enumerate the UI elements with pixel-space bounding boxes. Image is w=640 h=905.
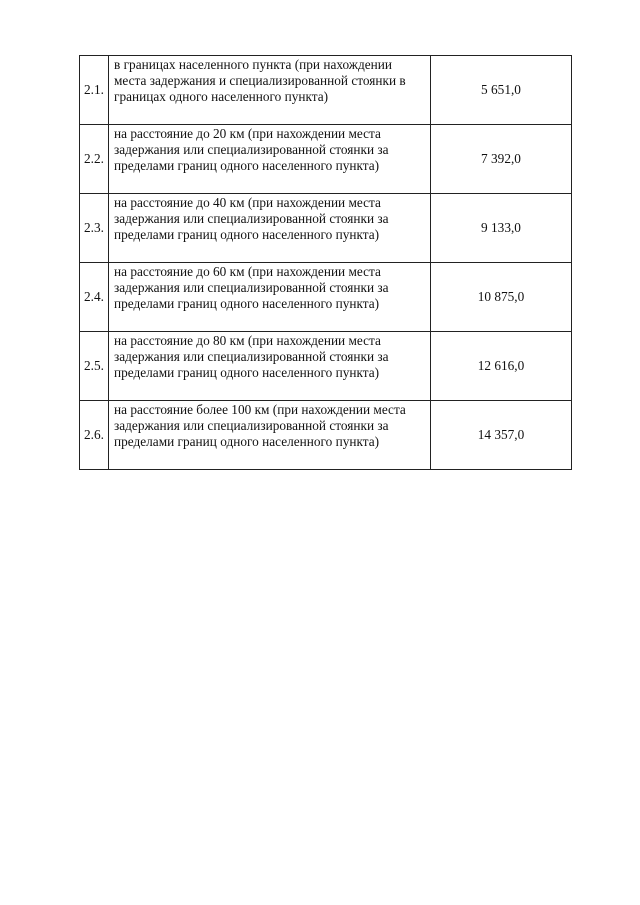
table-row	[80, 401, 572, 470]
row-number: 2.6.	[80, 401, 109, 470]
row-number: 2.5.	[80, 332, 109, 401]
row-description: на расстояние до 20 км (при нахождении места задержания или специализированной стоянки за пределами границ одного населенного пункта)	[109, 125, 431, 194]
row-description: на расстояние более 100 км (при нахождении места задержания или специализированной стоянки за пределами границ одного населенного пункта)	[109, 401, 431, 470]
tariff-table	[79, 55, 572, 470]
row-number: 2.3.	[80, 194, 109, 263]
table-row	[80, 194, 572, 263]
row-price: 5 651,0	[431, 56, 572, 125]
row-price: 14 357,0	[431, 401, 572, 470]
table-row	[80, 263, 572, 332]
row-number: 2.4.	[80, 263, 109, 332]
row-description: на расстояние до 80 км (при нахождении места задержания или специализированной стоянки за пределами границ одного населенного пункта)	[109, 332, 431, 401]
row-number: 2.2.	[80, 125, 109, 194]
row-description: на расстояние до 60 км (при нахождении места задержания или специализированной стоянки за пределами границ одного населенного пункта)	[109, 263, 431, 332]
row-price: 10 875,0	[431, 263, 572, 332]
table-row	[80, 332, 572, 401]
row-number: 2.1.	[80, 56, 109, 125]
table-row	[80, 56, 572, 125]
row-description: в границах населенного пункта (при нахождении места задержания и специализированной стоянки в границах одного населенного пункта)	[109, 56, 431, 125]
table-row	[80, 125, 572, 194]
row-price: 12 616,0	[431, 332, 572, 401]
row-description: на расстояние до 40 км (при нахождении места задержания или специализированной стоянки за пределами границ одного населенного пункта)	[109, 194, 431, 263]
row-price: 7 392,0	[431, 125, 572, 194]
row-price: 9 133,0	[431, 194, 572, 263]
